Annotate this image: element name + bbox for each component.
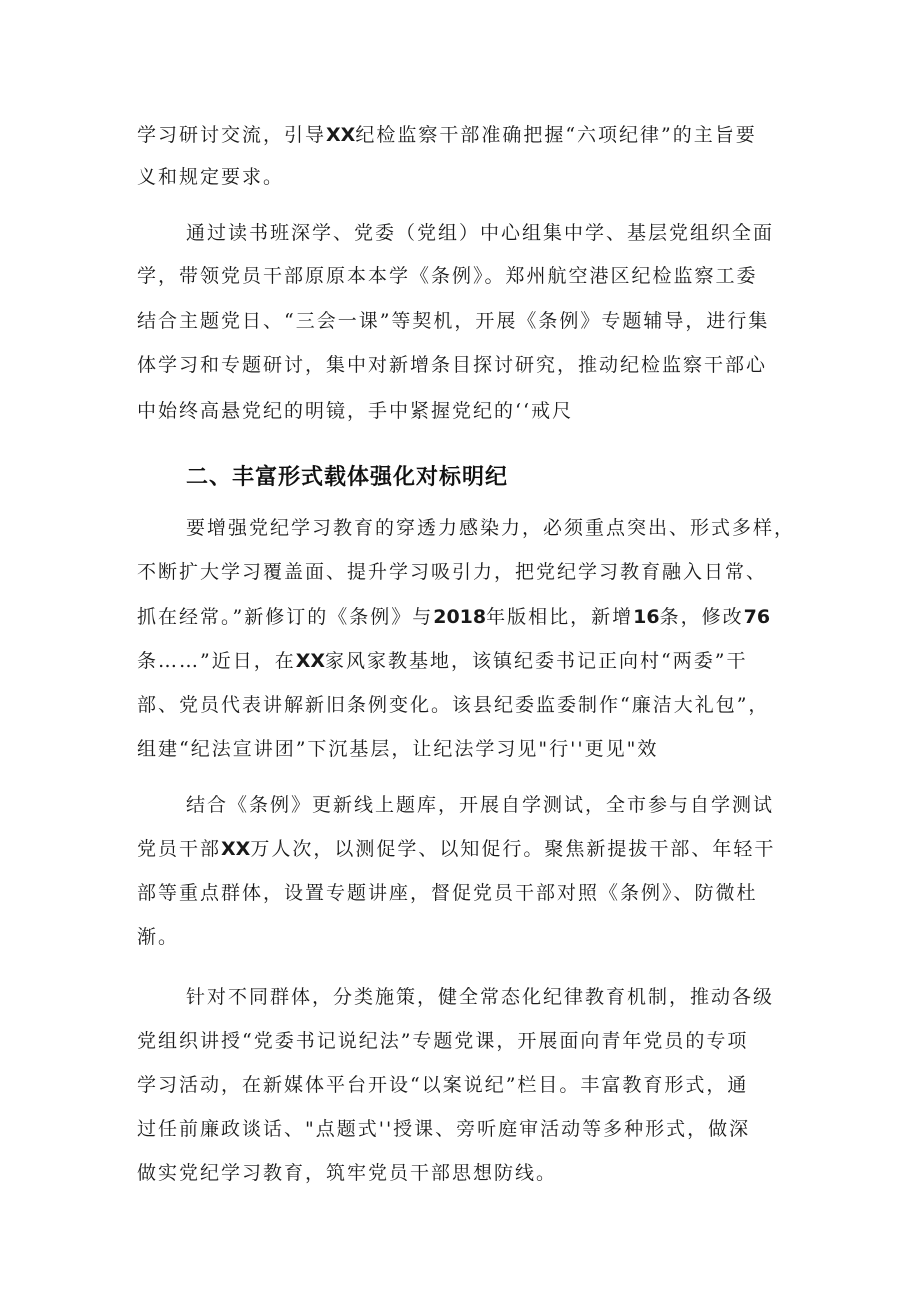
paragraph-4-line-2: 党员干部XX万人次，以测促学、以知促行。聚焦新提拔干部、年轻干: [137, 838, 776, 860]
paragraph-5-line-2: 党组织讲授“党委书记说纪法”专题党课，开展面向青年党员的专项: [137, 1030, 749, 1052]
paragraph-3-line-5: 部、党员代表讲解新旧条例变化。该县纪委监委制作“廉洁大礼包”，: [137, 694, 770, 716]
paragraph-4-line-3: 部等重点群体，设置专题讲座，督促党员干部对照《条例》、防微杜: [137, 882, 758, 904]
paragraph-2-line-2: 学，带领党员干部原原本本学《条例》。郑州航空港区纪检监察工委: [137, 265, 758, 287]
paragraph-3-line-6: 组建“纪法宣讲团”下沉基层，让纪法学习见"行''更见"效: [137, 738, 659, 760]
paragraph-2-line-3: 结合主题党日、“三会一课”等契机，开展《条例》专题辅导，进行集: [137, 310, 770, 332]
paragraph-1-line-1: 学习研讨交流，引导XX纪检监察干部准确把握“六项纪律”的主旨要: [137, 124, 757, 146]
paragraph-2-line-4: 体学习和专题研讨，集中对新增条目探讨研究，推动纪检监察干部心: [137, 354, 768, 376]
paragraph-4-line-4: 渐。: [137, 926, 180, 948]
paragraph-5-line-5: 做实党纪学习教育，筑牢党员干部思想防线。: [137, 1162, 558, 1184]
paragraph-5-line-1: 针对不同群体，分类施策，健全常态化纪律教育机制，推动各级: [186, 986, 775, 1008]
paragraph-2-line-1: 通过读书班深学、党委（党组）中心组集中学、基层党组织全面: [186, 222, 775, 244]
paragraph-5-line-4: 过任前廉政谈话、"点题式''授课、旁听庭审活动等多种形式，做深: [137, 1118, 751, 1140]
paragraph-5-line-3: 学习活动，在新媒体平台开设“以案说纪”栏目。丰富教育形式，通: [137, 1074, 749, 1096]
paragraph-3-line-2: 不断扩大学习覆盖面、提升学习吸引力，把党纪学习教育融入日常、: [137, 561, 768, 583]
paragraph-3-line-4: 条……”近日，在XX家风家教基地，该镇纪委书记正向村“两委”干: [137, 650, 748, 672]
section-heading: 二、丰富形式载体强化对标明纪: [186, 465, 509, 490]
paragraph-1-line-2: 义和规定要求。: [137, 166, 285, 188]
paragraph-2-line-5: 中始终高悬党纪的明镜，手中紧握党纪的‘‘戒尺: [137, 400, 574, 422]
paragraph-3-line-3: 抓在经常。”新修订的《条例》与2018年版相比，新增16条，修改76: [137, 606, 771, 628]
paragraph-3-line-1: 要增强党纪学习教育的穿透力感染力，必须重点突出、形式多样，: [186, 517, 796, 539]
paragraph-4-line-1: 结合《条例》更新线上题库，开展自学测试，全市参与自学测试: [186, 794, 775, 816]
